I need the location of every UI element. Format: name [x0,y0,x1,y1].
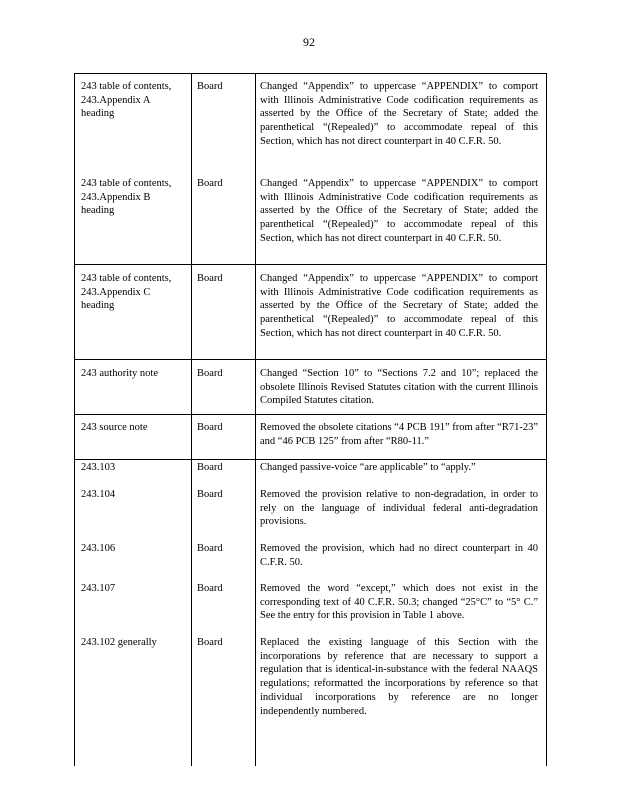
description-cell: Removed the obsolete citations “4 PCB 191” from after “R71-23” and “46 PCB 125” from after “R80-11.” [260,422,538,447]
description-cell: Removed the word “except,” which does not exist in the corresponding text of 40 C.F.R. 50.3; changed “25°C” to “5° C.” See the entry for this provision in Table 1 above. [260,583,538,622]
source-cell: Board [197,81,223,92]
source-cell: Board [197,462,223,473]
description-cell: Removed the provision, which had no direct counterpart in 40 C.F.R. 50. [260,543,538,568]
description-cell: Changed “Appendix” to uppercase “APPENDIX” to comport with Illinois Administrative Code codification requirements as asserted by the Office of the Secretary of State; added the parenthetical “(Repealed)” to accommodate repeal of this Section, which has not direct counterpart in 40 C.F.R. 50. [260,273,538,339]
row-divider [75,459,546,460]
source-cell: Board [197,178,223,189]
section-cell: 243.103 [81,462,116,473]
section-cell: 243.107 [81,583,116,594]
source-cell: Board [197,637,223,648]
section-cell: 243 table of contents, 243.Appendix A heading [81,81,172,120]
page-number: 92 [303,35,315,49]
source-cell: Board [197,489,223,500]
section-cell: 243 authority note [81,368,158,379]
section-cell: 243 table of contents, 243.Appendix C heading [81,273,172,312]
column-divider [191,74,192,766]
row-divider [75,414,546,415]
description-cell: Changed passive-voice “are applicable” to “apply.” [260,462,476,473]
description-cell: Replaced the existing language of this Section with the incorporations by reference that are necessary to support a regulation that is identical-in-substance with the federal NAAQS regulations; reformatted the incorporations by reference so that individual incorporations by reference are no longer independently numbered. [260,637,538,717]
row-divider [75,264,546,265]
description-cell: Changed “Appendix” to uppercase “APPENDIX” to comport with Illinois Administrative Code codification requirements as asserted by the Office of the Secretary of State; added the parenthetical “(Repealed)” to accommodate repeal of this Section, which has not direct counterpart in 40 C.F.R. 50. [260,178,538,244]
section-cell: 243 table of contents, 243.Appendix B heading [81,178,172,217]
source-cell: Board [197,273,223,284]
section-cell: 243 source note [81,422,148,433]
amendments-table [74,73,547,766]
source-cell: Board [197,583,223,594]
section-cell: 243.106 [81,543,116,554]
description-cell: Removed the provision relative to non-degradation, in order to rely on the language of individual federal anti-degradation provisions. [260,489,538,528]
source-cell: Board [197,368,223,379]
source-cell: Board [197,422,223,433]
description-cell: Changed “Appendix” to uppercase “APPENDIX” to comport with Illinois Administrative Code codification requirements as asserted by the Office of the Secretary of State; added the parenthetical “(Repealed)” to accommodate repeal of this Section, which has not direct counterpart in 40 C.F.R. 50. [260,81,538,147]
source-cell: Board [197,543,223,554]
section-cell: 243.104 [81,489,116,500]
row-divider [75,359,546,360]
description-cell: Changed “Section 10” to “Sections 7.2 and 10”; replaced the obsolete Illinois Revised Statutes citation with the current Illinois Compiled Statutes citation. [260,368,538,407]
section-cell: 243.102 generally [81,637,157,648]
